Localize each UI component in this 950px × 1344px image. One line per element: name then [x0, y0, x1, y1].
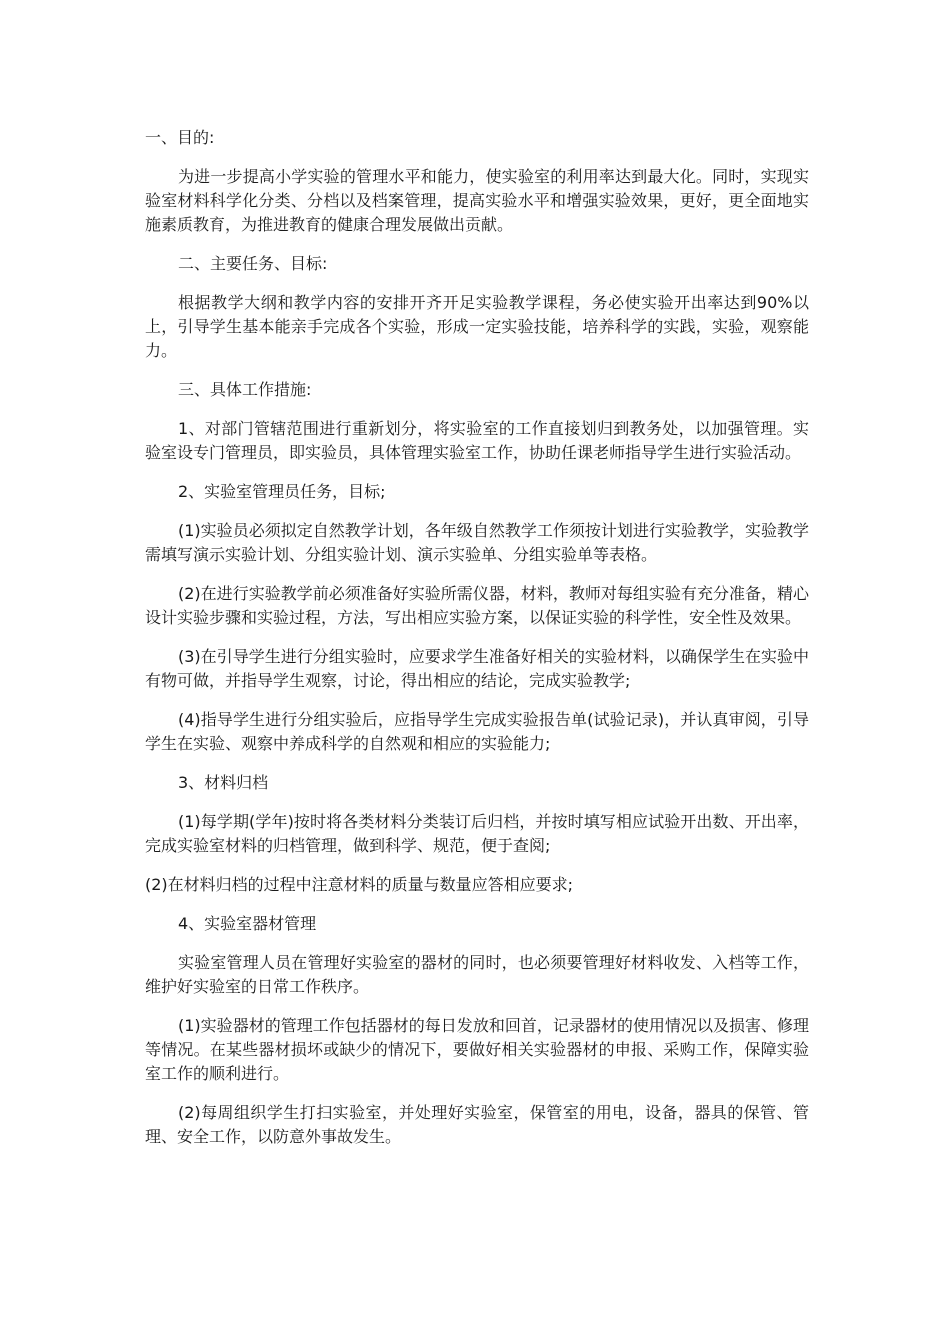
paragraph-purpose: 为进一步提高小学实验的管理水平和能力，使实验室的利用率达到最大化。同时，实现实验室材料科学化分类、分档以及档案管理，提高实验水平和增强实验效果，更好，更全面地实施素质教育，为推进教育的健康合理发展做出贡献。: [145, 167, 809, 234]
list-item: (2)每周组织学生打扫实验室，并处理好实验室，保管室的用电，设备，器具的保管、管理、安全工作，以防意外事故发生。: [145, 1103, 809, 1146]
paragraph-equipment: 实验室管理人员在管理好实验室的器材的同时，也必须要管理好材料收发、入档等工作，维护好实验室的日常工作秩序。: [145, 953, 809, 996]
list-item: (1)实验员必须拟定自然教学计划，各年级自然教学工作须按计划进行实验教学，实验教学需填写演示实验计划、分组实验计划、演示实验单、分组实验单等表格。: [145, 521, 809, 564]
document-body: [145, 126, 809, 1164]
subheading-equipment: 4、实验室器材管理: [178, 914, 317, 933]
section-heading-purpose: 一、目的:: [145, 128, 215, 147]
section-heading-tasks: 二、主要任务、目标:: [178, 254, 328, 273]
list-item: (3)在引导学生进行分组实验时，应要求学生准备好相关的实验材料，以确保学生在实验中有物可做，并指导学生观察，讨论，得出相应的结论，完成实验教学;: [145, 647, 809, 690]
list-item: (2)在进行实验教学前必须准备好实验所需仪器，材料，教师对每组实验有充分准备，精心设计实验步骤和实验过程，方法，写出相应实验方案，以保证实验的科学性，安全性及效果。: [145, 584, 809, 627]
subheading-manager-tasks: 2、实验室管理员任务，目标;: [178, 482, 386, 501]
subheading-archiving: 3、材料归档: [178, 773, 269, 792]
paragraph-tasks: 根据教学大纲和教学内容的安排开齐开足实验教学课程，务必使实验开出率达到90%以上，引导学生基本能亲手完成各个实验，形成一定实验技能，培养科学的实践，实验，观察能力。: [145, 293, 809, 360]
list-item: (1)实验器材的管理工作包括器材的每日发放和回首，记录器材的使用情况以及损害、修理等情况。在某些器材损坏或缺少的情况下，要做好相关实验器材的申报、采购工作，保障实验室工作的顺利进行。: [145, 1016, 809, 1083]
list-item: (1)每学期(学年)按时将各类材料分类装订后归档，并按时填写相应试验开出数、开出率，完成实验室材料的归档管理，做到科学、规范，便于查阅;: [145, 812, 809, 855]
list-item: (2)在材料归档的过程中注意材料的质量与数量应答相应要求;: [145, 875, 574, 894]
section-heading-measures: 三、具体工作措施:: [178, 380, 312, 399]
paragraph-measure-1: 1、对部门管辖范围进行重新划分，将实验室的工作直接划归到教务处，以加强管理。实验室设专门管理员，即实验员，具体管理实验室工作，协助任课老师指导学生进行实验活动。: [145, 419, 809, 462]
list-item: (4)指导学生进行分组实验后，应指导学生完成实验报告单(试验记录)，并认真审阅，引导学生在实验、观察中养成科学的自然观和相应的实验能力;: [145, 710, 809, 753]
